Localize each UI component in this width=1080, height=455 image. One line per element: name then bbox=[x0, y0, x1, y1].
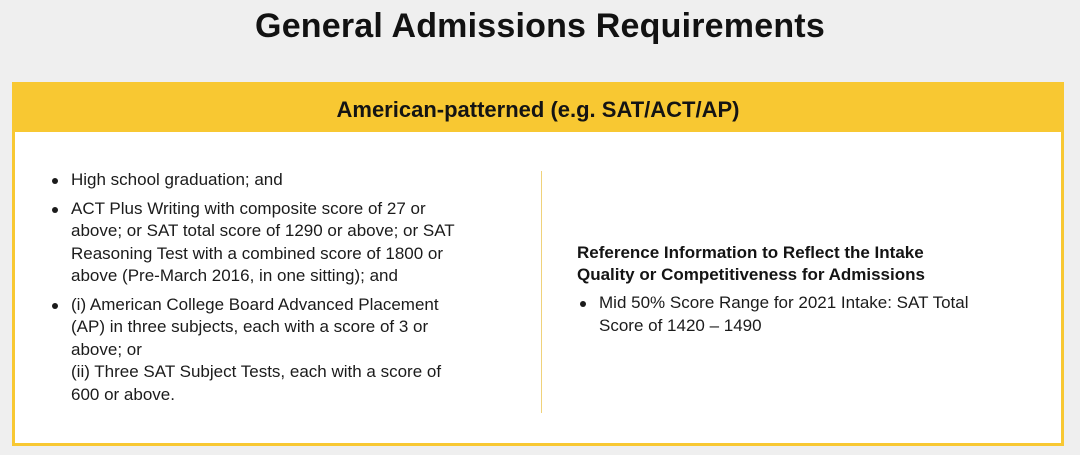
requirement-line: (ii) Three SAT Subject Tests, each with a score of bbox=[71, 362, 442, 381]
bullet-icon bbox=[52, 178, 58, 184]
reference-list bbox=[577, 292, 1047, 337]
requirements-column bbox=[49, 169, 519, 412]
requirement-line: (AP) in three subjects, each with a score of 3 or bbox=[71, 317, 429, 336]
page-title: General Admissions Requirements bbox=[255, 7, 825, 45]
requirement-item-3 bbox=[49, 294, 519, 407]
bullet-icon bbox=[52, 303, 58, 309]
reference-item-1 bbox=[577, 292, 1047, 337]
card-header: American-patterned (e.g. SAT/ACT/AP) bbox=[15, 85, 1061, 132]
requirement-line: 600 or above. bbox=[71, 384, 175, 404]
reference-title-line: Reference Information to Reflect the Intake bbox=[577, 243, 924, 262]
requirement-line: above (Pre-March 2016, in one sitting); and bbox=[71, 266, 398, 285]
column-divider bbox=[541, 171, 542, 413]
reference-title bbox=[577, 242, 1047, 286]
reference-line: Mid 50% Score Range for 2021 Intake: SAT Total bbox=[599, 293, 969, 312]
requirement-line: High school graduation; and bbox=[71, 170, 283, 189]
requirement-line: ACT Plus Writing with composite score of 27 or bbox=[71, 198, 426, 218]
requirements-list bbox=[49, 169, 519, 406]
requirement-item-2 bbox=[49, 198, 519, 288]
bullet-icon bbox=[580, 301, 586, 307]
bullet-icon bbox=[52, 207, 58, 213]
requirement-line: Reasoning Test with a combined score of 1800 or bbox=[71, 243, 444, 263]
requirement-line: (i) American College Board Advanced Placement bbox=[71, 294, 439, 314]
reference-line: Score of 1420 – 1490 bbox=[599, 315, 762, 335]
requirement-line: above; or SAT total score of 1290 or above; or SAT bbox=[71, 221, 455, 240]
requirement-line: above; or bbox=[71, 339, 142, 359]
reference-column bbox=[577, 242, 1047, 343]
admissions-card bbox=[12, 82, 1064, 446]
reference-title-line: Quality or Competitiveness for Admissions bbox=[577, 265, 925, 284]
requirement-item-1 bbox=[49, 169, 519, 192]
